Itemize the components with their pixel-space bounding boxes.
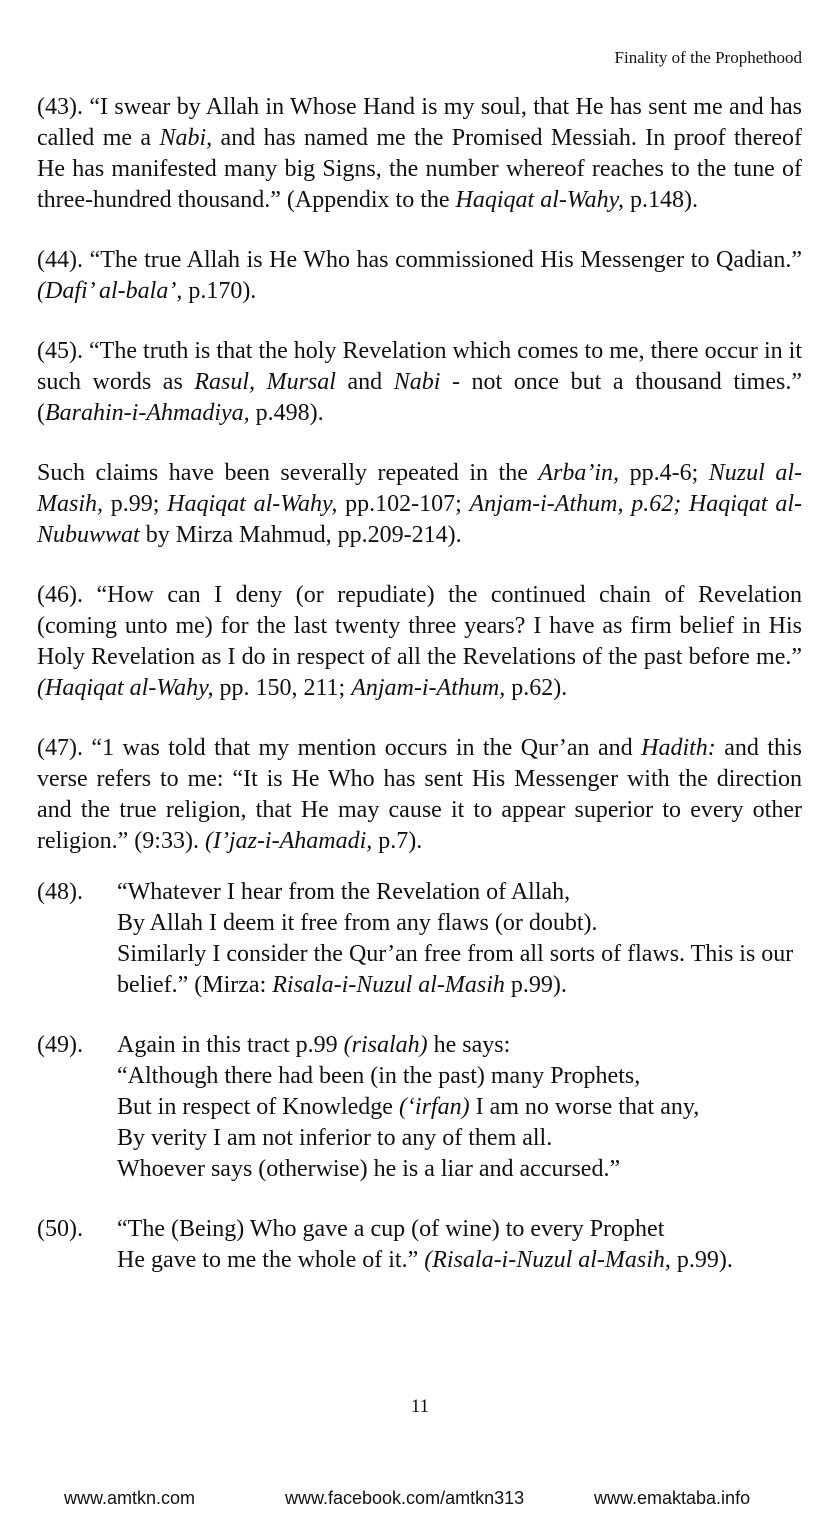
footer xyxy=(0,1488,840,1516)
footer-link-emaktaba: www.emaktaba.info xyxy=(594,1488,751,1508)
verse-item xyxy=(37,1030,802,1185)
italic-citation: (Dafi’ al-bala’, xyxy=(37,278,183,304)
italic-citation: Nuzul al-Masih, xyxy=(37,460,803,517)
verse-item xyxy=(37,877,802,1001)
quote-paragraph: (43). “I swear by Allah in Whose Hand is my soul, that He has sent me and has called me a Nabi, and has named me the Promised Messiah. In proof thereof He has manifested many big Signs, the number whereof reaches to the tune of three-hundred thousand.” (Appendix to the Haqiqat al-Wahy, p.148). xyxy=(37,94,802,213)
italic-citation: Nabi, xyxy=(159,125,213,151)
footer-link-amtkn: www.amtkn.com xyxy=(64,1488,196,1508)
italic-citation: (Haqiqat al-Wahy, xyxy=(37,675,214,701)
italic-citation: Rasul, Mursal xyxy=(194,369,336,395)
italic-citation: (‘irfan) xyxy=(398,1094,470,1120)
verse-body xyxy=(117,877,802,1001)
italic-citation: Nabi xyxy=(393,369,441,395)
quote-paragraph: (44). “The true Allah is He Who has commissioned His Messenger to Qadian.” (Dafi’ al-bala’, p.170). xyxy=(37,247,802,304)
verse-line: “The (Being) Who gave a cup (of wine) to every Prophet xyxy=(117,1216,665,1242)
verse-item xyxy=(37,1214,802,1276)
italic-citation: Anjam-i-Athum, p.62; Haqiqat al-Nubuwwat xyxy=(37,491,802,548)
verse-body xyxy=(117,1214,802,1276)
verse-line: By Allah I deem it free from any flaws (or doubt). xyxy=(117,910,598,936)
item-number: (48). xyxy=(37,879,83,905)
verse-line: By verity I am not inferior to any of them all. xyxy=(117,1125,553,1151)
page-number: 11 xyxy=(410,1396,430,1417)
item-number: (50). xyxy=(37,1216,83,1242)
verse-line: Whoever says (otherwise) he is a liar and accursed.” xyxy=(117,1156,621,1182)
quote-paragraph: (47). “1 was told that my mention occurs in the Qur’an and Hadith: and this verse refers to me: “It is He Who has sent His Messenger with the direction and the true religion, that He may cause it to appear superior to every other religion.” (9:33). (I’jaz-i-Ahamadi, p.7). xyxy=(37,735,803,854)
italic-citation: (Risala-i-Nuzul al-Masih, xyxy=(424,1247,671,1273)
italic-citation: Risala-i-Nuzul al-Masih xyxy=(272,972,505,998)
verse-line: He gave to me the whole of it.” (Risala-i-Nuzul al-Masih, p.99). xyxy=(117,1247,733,1273)
quote-paragraph: (46). “How can I deny (or repudiate) the continued chain of Revelation (coming unto me) for the last twenty three years? I have as firm belief in His Holy Revelation as I do in respect of all the Revelations of the past before me.” (Haqiqat al-Wahy, pp. 150, 211; Anjam-i-Athum, p.62). xyxy=(37,582,802,701)
italic-citation: Anjam-i-Athum, xyxy=(351,675,506,701)
verse-line: But in respect of Knowledge (‘irfan) I am no worse that any, xyxy=(117,1094,700,1120)
italic-citation: (risalah) xyxy=(343,1032,428,1058)
page-body xyxy=(37,92,802,1305)
verse-line: “Whatever I hear from the Revelation of Allah, xyxy=(117,879,571,905)
item-number: (49). xyxy=(37,1032,83,1058)
quote-paragraph: (45). “The truth is that the holy Revelation which comes to me, there occur in it such words as Rasul, Mursal and Nabi - not once but a thousand times.” (Barahin-i-Ahmadiya, p.498). xyxy=(37,338,802,426)
italic-citation: Haqiqat al-Wahy, xyxy=(455,187,624,213)
verse-line: “Although there had been (in the past) many Prophets, xyxy=(117,1063,641,1089)
verse-body xyxy=(117,1030,802,1185)
italic-citation: Haqiqat al-Wahy, xyxy=(167,491,338,517)
running-header: Finality of the Prophethood xyxy=(614,48,802,67)
italic-citation: Barahin-i-Ahmadiya, xyxy=(45,400,250,426)
italic-citation: (I’jaz-i-Ahamadi, xyxy=(204,828,373,854)
verse-line: Again in this tract p.99 (risalah) he says: xyxy=(117,1032,511,1058)
verse-line: Similarly I consider the Qur’an free from all sorts of flaws. This is our belief.” (Mirza: Risala-i-Nuzul al-Masih p.99). xyxy=(117,941,794,998)
footer-link-facebook: www.facebook.com/amtkn313 xyxy=(285,1488,525,1508)
italic-citation: Arba’in, xyxy=(538,460,620,486)
italic-citation: Hadith: xyxy=(641,735,716,761)
references-paragraph: Such claims have been severally repeated in the Arba’in, pp.4-6; Nuzul al-Masih, p.99; Haqiqat al-Wahy, pp.102-107; Anjam-i-Athum, p.62; Haqiqat al-Nubuwwat by Mirza Mahmud, pp.209-214). xyxy=(37,460,803,548)
